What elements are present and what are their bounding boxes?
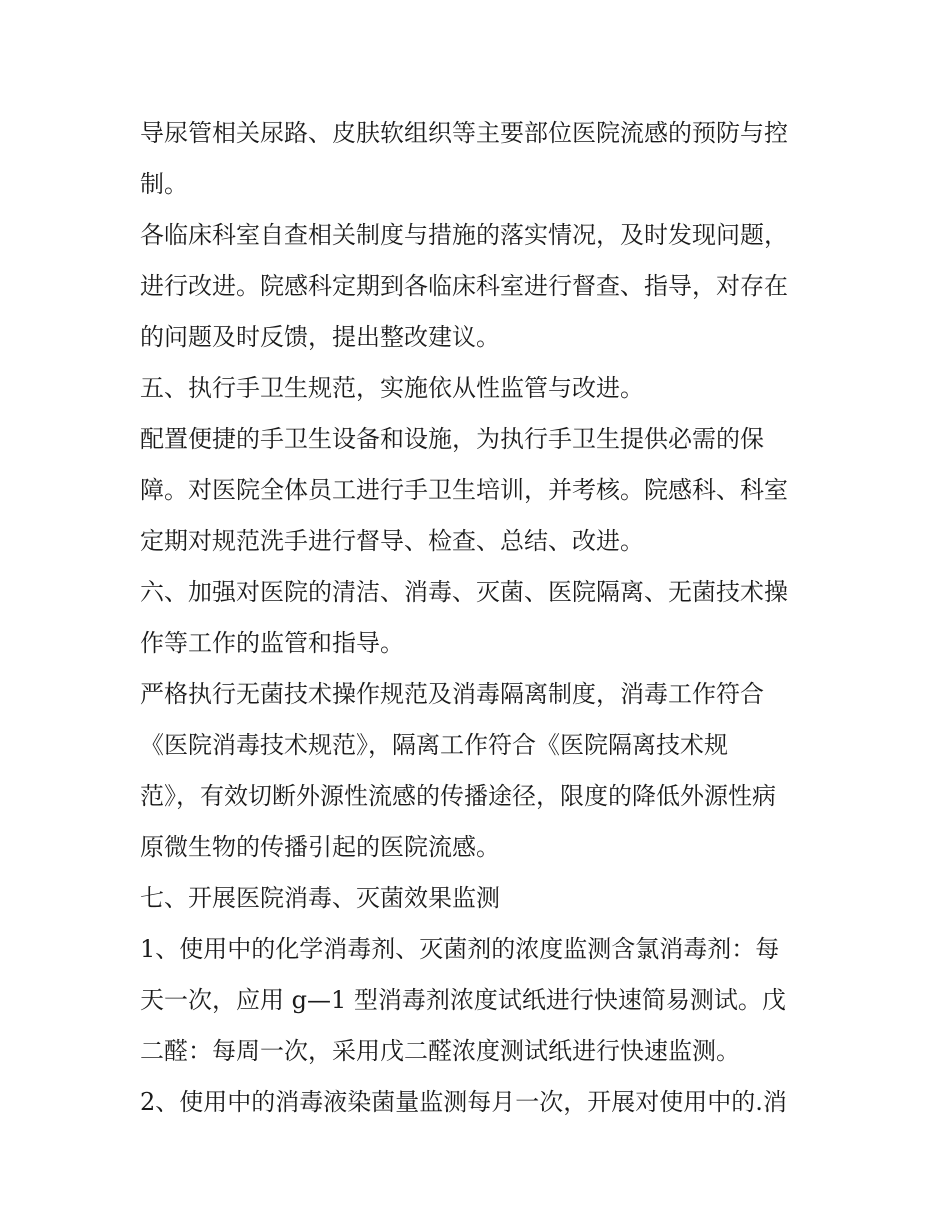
list-item-2: 2、使用中的消毒液染菌量监测每月一次，开展对使用中的.消 [140, 1088, 787, 1116]
section-heading-5: 五、执行手卫生规范，实施依从性监管与改进。 [140, 374, 644, 402]
section-heading-7: 七、开展医院消毒、灭菌效果监测 [140, 884, 500, 912]
text-line: 导尿管相关尿路、皮肤软组织等主要部位医院流感的预防与控 [140, 119, 788, 147]
text-line: 障。对医院全体员工进行手卫生培训，并考核。院感科、科室 [140, 476, 788, 504]
text-line: 配置便捷的手卫生设备和设施，为执行手卫生提供必需的保 [140, 425, 764, 453]
text-line: 各临床科室自查相关制度与措施的落实情况，及时发现问题， [140, 221, 788, 249]
text-line: 定期对规范洗手进行督导、检查、总结、改进。 [140, 527, 644, 555]
text-line: 《医院消毒技术规范》，隔离工作符合《医院隔离技术规 [140, 731, 728, 759]
document-body [140, 108, 820, 1128]
text-line: 原微生物的传播引起的医院流感。 [140, 833, 500, 861]
text-line: 二醛：每周一次，采用戊二醛浓度测试纸进行快速监测。 [140, 1037, 740, 1065]
list-item-1: 1、使用中的化学消毒剂、灭菌剂的浓度监测含氯消毒剂：每 [140, 935, 780, 963]
text-line: 范》，有效切断外源性流感的传播途径，限度的降低外源性病 [140, 782, 776, 810]
section-heading-6: 六、加强对医院的清洁、消毒、灭菌、医院隔离、无菌技术操 [140, 578, 788, 606]
text-line: 天一次，应用 g—1 型消毒剂浓度试纸进行快速简易测试。戊 [140, 986, 786, 1014]
text-line: 作等工作的监管和指导。 [140, 629, 404, 657]
text-line: 制。 [140, 170, 188, 198]
text-line: 的问题及时反馈，提出整改建议。 [140, 323, 500, 351]
text-line: 严格执行无菌技术操作规范及消毒隔离制度，消毒工作符合 [140, 680, 764, 708]
text-line: 进行改进。院感科定期到各临床科室进行督查、指导，对存在 [140, 272, 788, 300]
